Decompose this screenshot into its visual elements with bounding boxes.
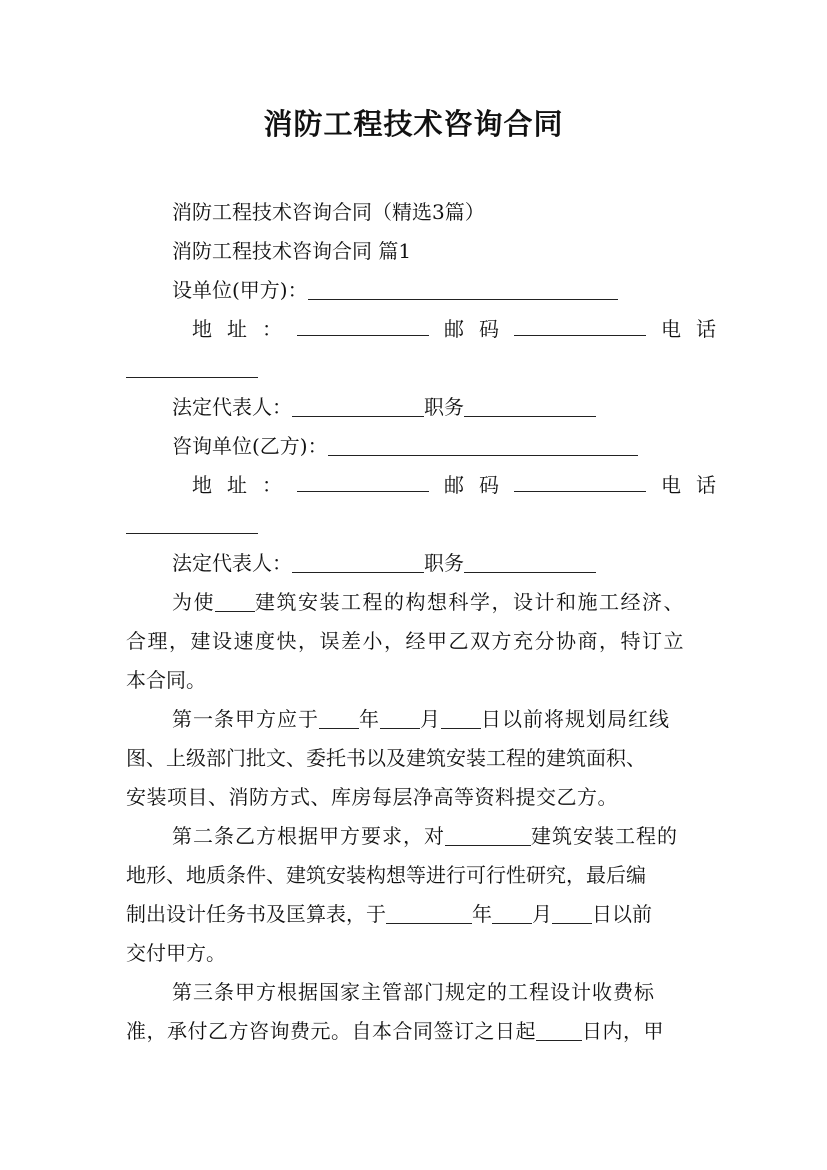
- intro-line-2: 合理，建设速度快，误差小，经甲乙双方充分协商，特订立: [126, 629, 685, 653]
- blank-field: [319, 710, 359, 729]
- text: 准，承付乙方咨询费元。自本合同签订之日起: [126, 1019, 536, 1043]
- article1-line-3: 安装项目、消防方式、库房每层净高等资料提交乙方。: [126, 785, 618, 809]
- party-a-contact-line: [126, 316, 716, 342]
- blank-field: [536, 1022, 582, 1041]
- post-char: 邮: [444, 317, 464, 341]
- blank-field: [464, 554, 596, 573]
- post-char: 码: [479, 317, 499, 341]
- blank-field: [441, 710, 481, 729]
- blank-field: [126, 515, 258, 534]
- blank-field: [292, 554, 424, 573]
- post-char: 邮: [444, 473, 464, 497]
- party-a-label: 设单位(甲方)：: [172, 278, 308, 302]
- blank-field: [215, 593, 255, 612]
- article2-line-4: 交付甲方。: [126, 941, 226, 965]
- article3-line-1: 第三条甲方根据国家主管部门规定的工程设计收费标: [172, 980, 655, 1004]
- text: 建筑安装工程的: [531, 824, 678, 848]
- text: 年: [359, 707, 380, 731]
- document-title: 消防工程技术咨询合同: [263, 107, 564, 141]
- intro-line-3: 本合同。: [126, 668, 206, 692]
- text: 年: [472, 902, 492, 926]
- text: 第二条乙方根据甲方要求，对: [172, 824, 445, 848]
- addr-char: 地: [192, 473, 212, 497]
- party-b-line: [126, 433, 762, 459]
- text: 为使: [172, 590, 215, 614]
- text: 日内，甲: [582, 1019, 664, 1043]
- text: 日以前将规划局红线: [481, 707, 670, 731]
- party-b-tel-blank-line: [126, 511, 716, 537]
- title-label: 职务: [424, 395, 464, 419]
- blank-field: [514, 473, 646, 492]
- blank-field: [386, 905, 472, 924]
- blank-field: [297, 317, 429, 336]
- blank-field: [328, 437, 638, 456]
- blank-field: [297, 473, 429, 492]
- article1-line-2: 图、上级部门批文、委托书以及建筑安装工程的建筑面积、: [126, 746, 646, 770]
- text: 日以前: [592, 902, 652, 926]
- colon: ：: [262, 317, 282, 341]
- text: 月: [420, 707, 441, 731]
- article2-line-1: [126, 823, 762, 849]
- blank-field: [552, 905, 592, 924]
- tel-char: 电: [661, 317, 681, 341]
- addr-char: 地: [192, 317, 212, 341]
- blank-field: [492, 905, 532, 924]
- party-a-line: [126, 277, 762, 303]
- rep-label: 法定代表人：: [172, 551, 292, 575]
- colon: ：: [262, 473, 282, 497]
- blank-field: [308, 281, 618, 300]
- tel-char: 话: [696, 317, 716, 341]
- article2-line-2: 地形、地质条件、建筑安装构想等进行可行性研究，最后编: [126, 863, 646, 887]
- section-heading: 消防工程技术咨询合同 篇1: [172, 239, 412, 263]
- title-label: 职务: [424, 551, 464, 575]
- blank-field: [445, 827, 531, 846]
- text: 制出设计任务书及匡算表，于: [126, 902, 386, 926]
- blank-field: [292, 398, 424, 417]
- party-b-rep-line: [126, 550, 762, 576]
- intro-line-1: [126, 589, 762, 615]
- addr-char: 址: [227, 473, 247, 497]
- tel-char: 话: [696, 473, 716, 497]
- blank-field: [126, 359, 258, 378]
- article1-line-1: [126, 706, 762, 732]
- party-b-label: 咨询单位(乙方)：: [172, 434, 328, 458]
- party-b-contact-line: [126, 472, 716, 498]
- text: 建筑安装工程的构想科学，设计和施工经济、: [255, 590, 685, 614]
- tel-char: 电: [661, 473, 681, 497]
- rep-label: 法定代表人：: [172, 395, 292, 419]
- blank-field: [514, 317, 646, 336]
- article2-line-3: [126, 901, 716, 927]
- party-a-tel-blank-line: [126, 355, 716, 381]
- blank-field: [464, 398, 596, 417]
- addr-char: 址: [227, 317, 247, 341]
- blank-field: [380, 710, 420, 729]
- party-a-rep-line: [126, 394, 762, 420]
- subtitle: 消防工程技术咨询合同（精选3篇）: [172, 200, 485, 224]
- text: 第一条甲方应于: [172, 707, 319, 731]
- article3-line-2: [126, 1018, 716, 1044]
- post-char: 码: [479, 473, 499, 497]
- text: 月: [532, 902, 552, 926]
